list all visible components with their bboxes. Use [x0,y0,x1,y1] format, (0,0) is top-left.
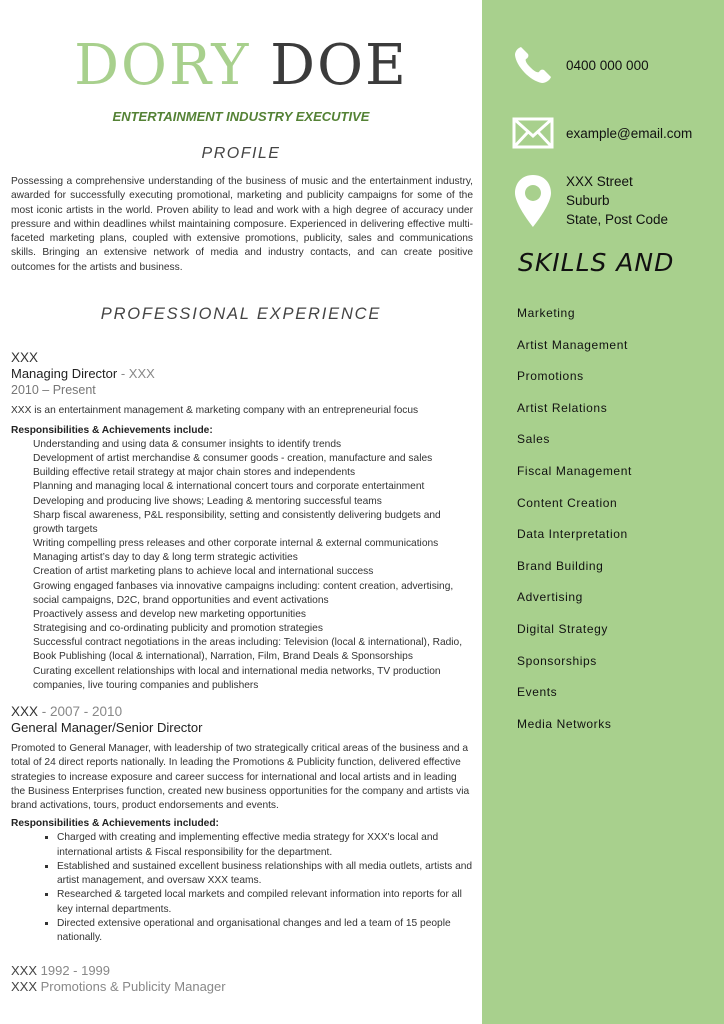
job-title-company: XXX [128,366,155,381]
list-item: Successful contract negotiations in the areas including: Television (local & international), Radio, Book Publishing (local & international), Narration, Film, Brand Deals & Sponsorships [33,637,463,663]
job-period: 2010 – Present [11,383,96,397]
job-dates: 1992 - 1999 [37,963,111,978]
last-name: DOE [270,33,408,98]
list-item: Building effective retail strategy at major chain stores and independents [33,467,356,479]
job-company: XXX [11,704,39,719]
experience-heading: PROFESSIONAL EXPERIENCE [100,305,382,323]
profile-heading: PROFILE [201,145,281,162]
title-separator: - [117,366,129,381]
skill-item: Data Interpretation [517,527,628,542]
job-entry [11,350,473,693]
email-icon [510,110,556,156]
list-item: Planning and managing local & international concert tours and corporate entertainment [33,481,425,493]
skill-item: Sales [517,432,551,447]
job-company: XXX [11,963,38,978]
list-item: ▪ Researched & targeted local markets and compiled relevant information into reports for all key internal departments. [57,888,473,916]
email-address: example@email.com [566,125,693,141]
job-company-line [11,704,473,720]
job-company-line [11,963,473,979]
address-block [566,172,668,229]
contact-email [510,110,692,156]
skills-list [517,304,632,746]
job-title: Managing Director [11,366,118,381]
skill-item: Media Networks [517,716,612,731]
job-title-line [11,979,473,995]
skill-item: Digital Strategy [517,621,608,636]
list-item: Curating excellent relationships with local and international media networks, TV production companies, live touring companies and publishers [33,665,441,691]
list-item: Understanding and using data & consumer insights to identify trends [33,439,342,450]
responsibilities-heading: Responsibilities & Achievements included: [11,818,219,830]
list-item: Writing compelling press releases and other corporate internal & external communications [33,538,439,550]
job-title: General Manager/Senior Director [11,720,203,735]
skill-item: Artist Relations [517,400,608,415]
job-dates: - 2007 - 2010 [38,704,123,719]
skill-item: Artist Management [517,337,628,352]
contact-address [510,172,668,230]
skill-item: Brand Building [517,558,604,573]
list-item: Managing artist’s day to day & long term strategic activities [33,552,298,564]
list-item: Proactively assess and develop new marketing opportunities [33,608,306,620]
skill-item: Sponsorships [517,653,597,668]
phone-number: 0400 000 000 [566,57,649,73]
skill-item: Promotions [517,369,584,384]
list-item: ▪ Directed extensive operational and organisational changes and led a team of 15 people nationally. [57,917,473,945]
skill-item: Fiscal Management [517,463,632,478]
job-description: XXX is an entertainment management & marketing company with an entrepreneurial focus [11,405,419,416]
list-item: Development of artist merchandise & consumer goods - creation, manufacture and sales [33,453,433,465]
job-entry [11,704,473,945]
responsibilities-list [11,438,473,693]
list-item: Growing engaged fanbases via innovative campaigns including: content creation, advertising, social campaigns, D2C, brand opportunities and event activations [33,580,454,606]
first-name: DORY [74,33,251,98]
contact-phone [510,42,649,88]
job-title-company: XXX [11,979,38,994]
job-title-line [11,366,473,382]
candidate-name [0,30,482,102]
job-description: Promoted to General Manager, with leadership of two strategically critical areas of the business and a total of 24 direct reports nationally. In leading the Promotions & Publicity function, delivered effective strategies to increase exposure and career success for international and local artists and in leading the Business Enterprises function, created new business opportunities for the company and artists via brand activations, tours, product endorsements and events. [11,743,470,812]
list-item: ▪ Charged with creating and implementing effective media strategy for XXX's local and international artists & Fiscal responsibility for the department. [57,831,473,859]
profile-text: Possessing a comprehensive understanding of the business of music and the entertainment industry, awarded for successfully executing promotional, marketing and publicity campaigns for some of the most iconic artists in the world. Proven ability to lead and work with a high degree of accuracy under pressure and within deadlines whilst maintaining composure. Experienced in delivering effective multi-faceted marketing plans, coupled with extensive promotions, publicity, sales and communications skills. Bringing an extensive network of media and industry contacts, and can create positive outcomes for the artists and business. [11,176,473,273]
skill-item: Marketing [517,306,576,320]
list-item: Strategising and co-ordinating publicity and promotion strategies [33,623,323,635]
job-company: XXX [11,350,39,365]
skill-item: Content Creation [517,495,618,510]
responsibilities-heading: Responsibilities & Achievements include: [11,425,213,436]
list-item: Sharp fiscal awareness, P&L responsibility, setting and consistently delivering budgets and growth targets [33,509,441,535]
skills-heading: SKILLS AND [518,248,675,277]
skill-item: Advertising [517,590,583,605]
list-item: Creation of artist marketing plans to achieve local and international success [33,566,374,578]
address-line: XXX Street [566,174,633,189]
list-item: Developing and producing live shows; Leading & mentoring successful teams [33,495,382,507]
skill-item: Events [517,685,558,700]
address-line: State, Post Code [566,212,669,227]
responsibilities-list [11,831,473,945]
job-entry [11,963,473,995]
location-pin-icon [510,172,556,230]
job-title: Promotions & Publicity Manager [37,979,226,994]
job-role-title: ENTERTAINMENT INDUSTRY EXECUTIVE [112,109,370,124]
address-line: Suburb [566,193,610,208]
list-item: ▪ Established and sustained excellent business relationships with all media outlets, artists and artist management, and oversaw XXX teams. [57,860,473,888]
phone-icon [510,42,556,88]
